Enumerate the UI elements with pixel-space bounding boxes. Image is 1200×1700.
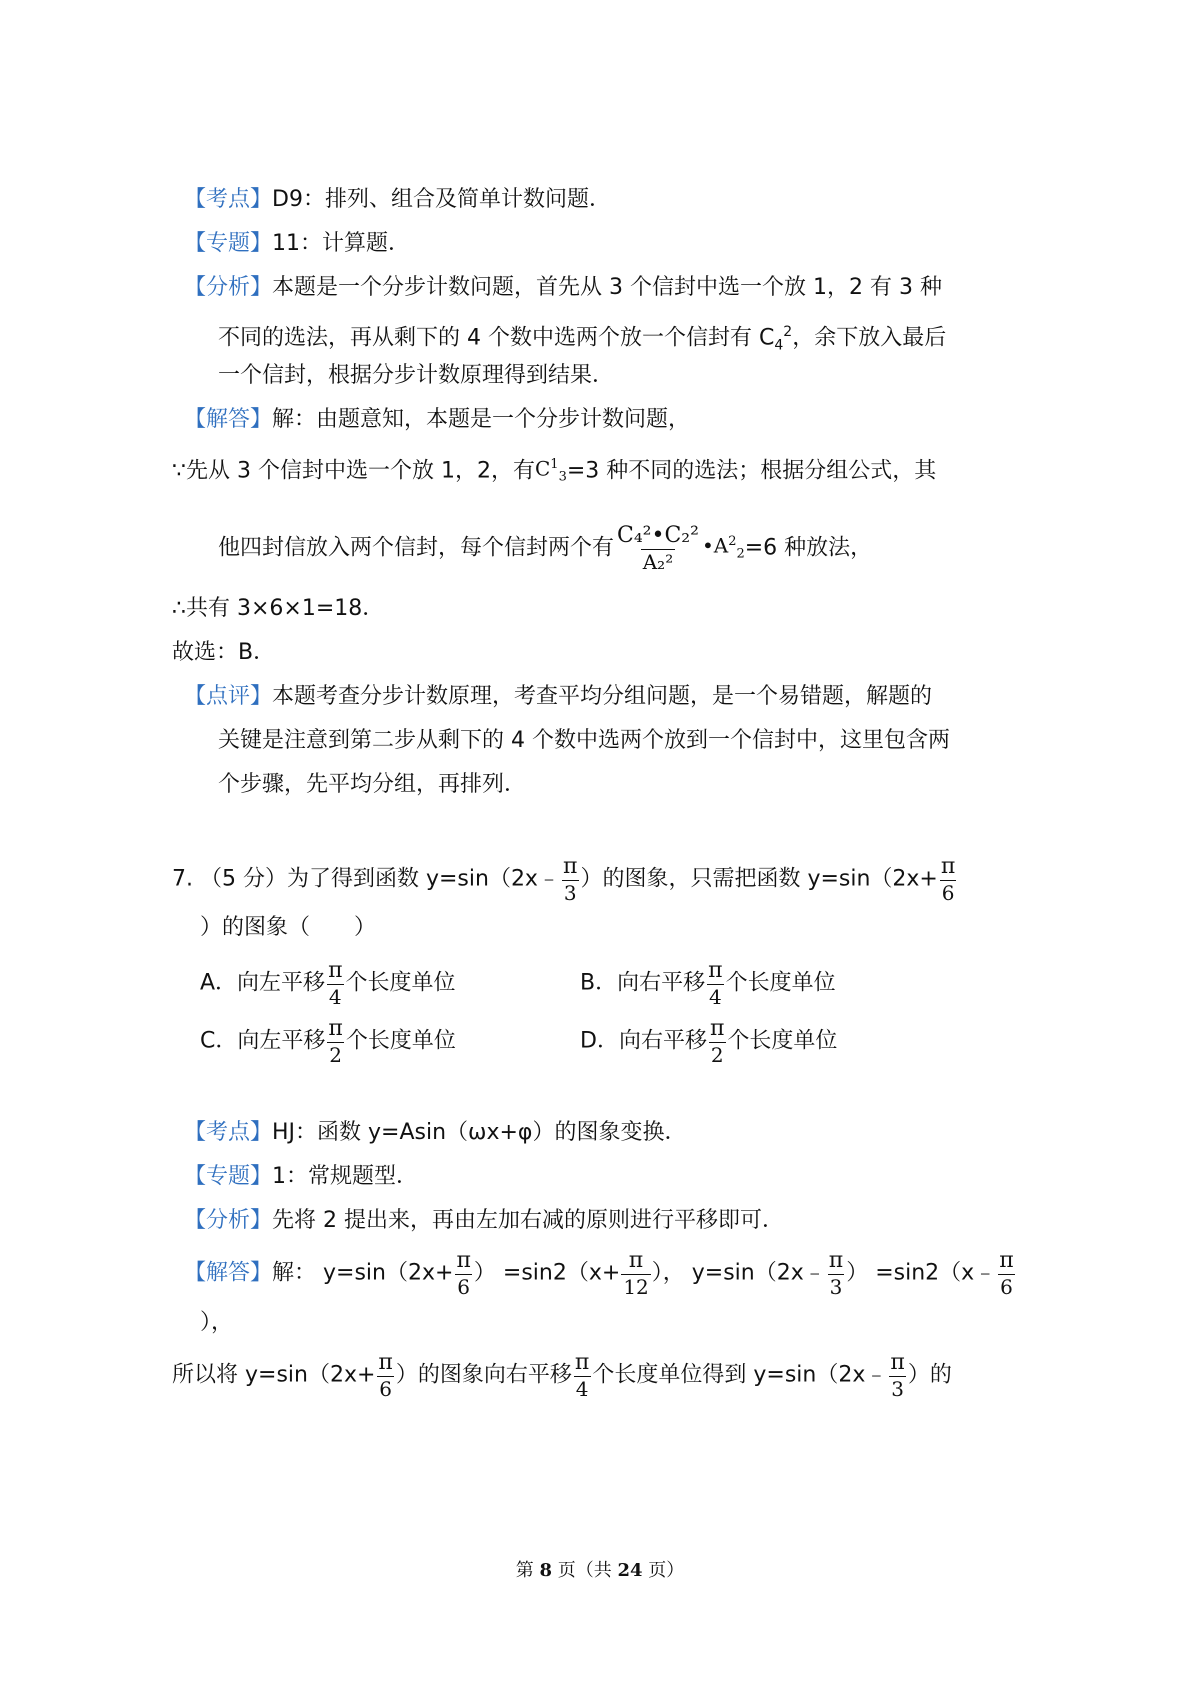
zhuanti2-line [184, 1162, 418, 1192]
option-b-label: B．向右平移 [580, 970, 706, 996]
last-frac-pi-6 [376, 1352, 394, 1399]
fraction-denominator: A₂² [642, 549, 674, 574]
frac-den: 2 [710, 1043, 724, 1067]
kaodian2-tag: 【考点】 [184, 1120, 273, 1145]
fenxi-line-1 [184, 273, 942, 303]
jieda2-minus-2: ﹣ [974, 1260, 997, 1286]
fenxi-tag: 【分析】 [184, 275, 273, 300]
q7-stem-a: 7. （5 分）为了得到函数 y=sin（2x [172, 866, 538, 892]
q7-stem-b: ）的图象，只需把函数 y=sin（2x+ [580, 866, 938, 892]
frac-num: π [940, 854, 956, 879]
q7-stem-line2: ）的图象（ ） [200, 915, 377, 940]
kaodian-line [184, 185, 611, 215]
option-b-suffix: 个长度单位 [725, 970, 836, 996]
jieda-line [184, 405, 690, 435]
frac-den: 2 [329, 1043, 342, 1067]
jieda-text: 解：由题意知，本题是一个分步计数问题， [272, 407, 691, 432]
footer-post: 页） [642, 1560, 685, 1581]
other-line [218, 522, 872, 575]
fraction-grouping [615, 522, 701, 574]
last-c: 个长度单位得到 y=sin（2x [592, 1362, 866, 1388]
last-line [172, 1352, 952, 1399]
choose-text: 故选：B． [172, 640, 276, 665]
option-a-suffix: 个长度单位 [345, 970, 456, 996]
fenxi-text-2a: 不同的选法，再从剩下的 4 个数中选两个放一个信封有 C [218, 325, 775, 351]
frac-num: π [328, 1016, 343, 1041]
jieda2-line-2 [200, 1308, 233, 1338]
fenxi-text-1: 本题是一个分步计数问题，首先从 3 个信封中选一个放 1，2 有 3 种 [272, 275, 942, 300]
frac-den: 4 [328, 985, 342, 1009]
jieda2-c: ）， y=sin（2x [651, 1260, 804, 1286]
jieda2-line2-text: ）， [200, 1310, 234, 1335]
jieda2-frac-pi-6 [454, 1250, 472, 1297]
frac-num: π [628, 1248, 644, 1273]
therefore-line [172, 594, 384, 624]
option-b-frac [706, 960, 724, 1007]
q7-option-c [200, 1018, 456, 1065]
frac-den: 4 [708, 985, 722, 1009]
choose-line [172, 638, 275, 668]
because-text-b: =3 种不同的选法；根据分组公式，其 [566, 458, 937, 484]
arrangement-sub: 2 [736, 546, 745, 562]
kaodian2-line [184, 1118, 686, 1148]
option-d-suffix: 个长度单位 [727, 1028, 838, 1054]
arrangement-a22 [702, 522, 745, 575]
footer-page-number: 8 [539, 1560, 552, 1581]
last-b: ）的图象向右平移 [395, 1362, 572, 1388]
page-footer [0, 1556, 1200, 1582]
jieda2-frac-pi-12 [621, 1250, 650, 1297]
footer-total-pages: 24 [617, 1560, 643, 1581]
comb-sup: 1 [550, 457, 559, 472]
dianping-line-1 [184, 682, 932, 712]
frac-den: 4 [575, 1377, 589, 1401]
option-a-frac [326, 960, 344, 1007]
frac-num: π [574, 1350, 590, 1375]
fenxi-text-2b: ，余下放入最后 [792, 325, 947, 351]
kaodian2-text: HJ：函数 y=Asin（ωx+φ）的图象变换． [272, 1120, 687, 1145]
frac-den: 6 [457, 1275, 471, 1299]
fenxi-sub: 4 [774, 337, 784, 354]
zhuanti2-tag: 【专题】 [184, 1164, 273, 1189]
option-a-label: A．向左平移 [200, 970, 326, 996]
zhuanti-text: 11：计算题． [272, 231, 411, 256]
last-frac-pi-4 [573, 1352, 591, 1399]
comb-letter: C [534, 456, 551, 481]
fenxi-line-2 [218, 317, 946, 361]
last-d: ）的 [907, 1362, 952, 1388]
option-c-label: C．向左平移 [200, 1028, 326, 1054]
frac-num: π [709, 1016, 725, 1041]
fenxi2-text: 先将 2 提出来，再由左加右减的原则进行平移即可． [272, 1208, 785, 1233]
dianping-line-2 [218, 726, 950, 756]
fenxi-text-3: 一个信封，根据分步计数原理得到结果． [218, 363, 615, 388]
jieda2-frac-pi-6b [997, 1250, 1015, 1297]
fenxi2-line [184, 1206, 784, 1236]
frac-num: π [328, 958, 343, 983]
frac-den: 3 [891, 1377, 904, 1401]
kaodian-text: D9：排列、组合及简单计数问题． [272, 187, 611, 212]
jieda2-d: ） =sin2（x [846, 1260, 975, 1286]
frac-num: π [890, 1350, 905, 1375]
because-line [172, 450, 936, 493]
frac-den: 3 [563, 881, 577, 905]
frac-num: π [378, 1350, 393, 1375]
frac-num: π [562, 854, 578, 879]
option-d-label: D．向右平移 [580, 1028, 707, 1054]
jieda-tag: 【解答】 [184, 407, 273, 432]
dianping-text-2: 关键是注意到第二步从剩下的 4 个数中选两个放到一个信封中，这里包含两 [218, 728, 950, 753]
frac-den: 6 [379, 1377, 393, 1401]
q7-stem-line-2 [200, 913, 376, 943]
therefore-text: ∴共有 3×6×1=18． [172, 596, 385, 621]
q7-option-b [580, 960, 836, 1007]
jieda2-tag: 【解答】 [184, 1260, 273, 1286]
q7-minus-1: ﹣ [537, 866, 560, 892]
fenxi-line-3 [218, 361, 614, 391]
last-minus: ﹣ [865, 1362, 888, 1388]
jieda2-minus-1: ﹣ [803, 1260, 826, 1286]
fraction-numerator: C₄²•C₂² [617, 522, 699, 548]
frac-den: 3 [829, 1275, 843, 1299]
jieda2-b: ） =sin2（x+ [473, 1260, 621, 1286]
last-frac-pi-3 [888, 1352, 906, 1399]
arrangement-letter: •A [701, 533, 729, 558]
kaodian-tag: 【考点】 [184, 187, 273, 212]
frac-num: π [999, 1248, 1014, 1273]
last-a: 所以将 y=sin（2x+ [172, 1362, 376, 1388]
dianping-text-1: 本题考查分步计数原理，考查平均分组问题，是一个易错题，解题的 [272, 684, 933, 709]
zhuanti2-text: 1：常规题型． [272, 1164, 419, 1189]
frac-den: 6 [1000, 1275, 1013, 1299]
q7-option-a [200, 960, 456, 1007]
q7-frac-pi-3 [561, 856, 579, 903]
frac-den: 6 [941, 881, 955, 905]
arrangement-sup: 2 [728, 534, 737, 549]
footer-pre: 第 [515, 1560, 540, 1581]
comb-c31 [535, 450, 567, 493]
q7-frac-pi-6 [939, 856, 957, 903]
jieda2-frac-pi-3 [827, 1250, 845, 1297]
zhuanti-line [184, 229, 410, 259]
option-c-frac [326, 1018, 344, 1065]
fenxi-sup: 2 [783, 324, 793, 340]
frac-num: π [456, 1248, 471, 1273]
jieda2-a: 解： y=sin（2x+ [272, 1260, 454, 1286]
frac-num: π [708, 958, 723, 983]
comb-sub: 3 [558, 469, 567, 485]
frac-den: 12 [623, 1275, 649, 1299]
dianping-text-3: 个步骤，先平均分组，再排列． [218, 772, 527, 797]
option-c-suffix: 个长度单位 [345, 1028, 456, 1054]
dianping-line-3 [218, 770, 526, 800]
q7-option-d [580, 1018, 837, 1065]
q7-stem-line-1 [172, 856, 958, 903]
footer-mid: 页（共 [552, 1560, 618, 1581]
because-text-a: ∵先从 3 个信封中选一个放 1，2，有 [172, 458, 535, 484]
option-d-frac [708, 1018, 726, 1065]
jieda2-line-1 [184, 1250, 1017, 1297]
zhuanti-tag: 【专题】 [184, 231, 273, 256]
other-text-a: 他四封信放入两个信封，每个信封两个有 [218, 535, 615, 561]
other-text-b: =6 种放法， [744, 535, 873, 561]
frac-num: π [828, 1248, 844, 1273]
dianping-tag: 【点评】 [184, 684, 273, 709]
fenxi2-tag: 【分析】 [184, 1208, 273, 1233]
